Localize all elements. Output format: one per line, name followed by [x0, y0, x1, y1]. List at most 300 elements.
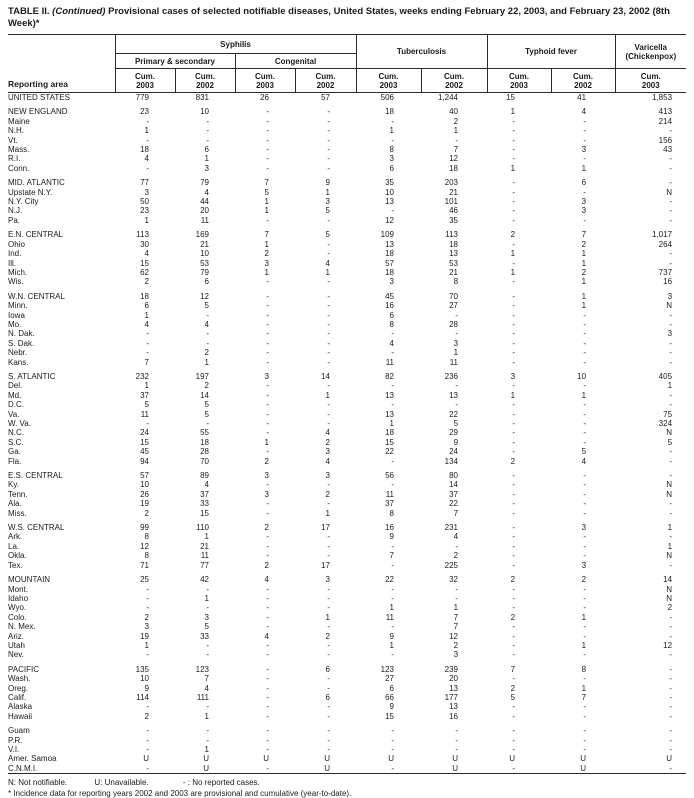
cell: 28 [200, 447, 209, 457]
cell: N [666, 593, 673, 603]
cell: - [583, 409, 587, 419]
row-label: S. ATLANTIC [8, 371, 56, 381]
cell: 324 [658, 419, 673, 428]
row-label: Ky. [8, 480, 19, 490]
cell: 9 [389, 702, 394, 712]
cell: - [669, 702, 673, 712]
cell: 14 [200, 390, 209, 400]
cell: - [669, 390, 673, 400]
cell: - [583, 508, 587, 518]
row-label: Wash. [8, 674, 31, 684]
cell: - [512, 310, 516, 320]
cell: - [206, 310, 209, 320]
cell: 11 [200, 551, 209, 561]
cell: 15 [506, 93, 516, 102]
row-label: S. Dak. [8, 338, 35, 348]
row-label: Mont. [8, 584, 29, 594]
table-row [8, 277, 686, 286]
cell: 1 [389, 126, 394, 136]
table-row [8, 292, 686, 301]
cell: 7 [204, 674, 209, 684]
cell: 24 [449, 447, 459, 457]
cell: 7 [144, 357, 149, 367]
row-label: Okla. [8, 551, 27, 561]
cell: 2 [264, 523, 269, 533]
cell: - [669, 197, 673, 207]
cell: - [266, 428, 269, 438]
cell: 12 [663, 640, 673, 650]
cell: 3 [144, 187, 149, 197]
cell: - [266, 735, 269, 745]
cell: 3 [667, 291, 673, 301]
cell: - [266, 381, 269, 391]
cell: 4 [325, 456, 330, 466]
cell: - [146, 116, 149, 126]
cell: 35 [449, 215, 459, 225]
table-row [8, 126, 686, 135]
cell: 1 [667, 523, 673, 533]
table-row [8, 348, 686, 357]
cell: 6 [389, 310, 394, 320]
cell: - [583, 471, 587, 481]
cell: 6 [204, 145, 209, 155]
cell: - [327, 135, 330, 145]
cell: 5 [144, 400, 149, 410]
cell: - [669, 664, 673, 674]
cell: 1 [581, 640, 587, 650]
footnote-legend [8, 778, 686, 789]
cell: - [327, 409, 330, 419]
cell: 57 [140, 471, 149, 481]
cell: - [266, 400, 269, 410]
cell: 18 [140, 145, 149, 155]
reporting-area-header: Reporting area [8, 35, 115, 93]
cell: - [669, 508, 673, 518]
row-label: N. Mex. [8, 622, 36, 632]
row-label: Ind. [8, 249, 22, 259]
cell: 6 [581, 178, 587, 188]
cell: 737 [658, 267, 673, 277]
row-label: Conn. [8, 163, 30, 173]
cell: - [266, 593, 269, 603]
cell: 1 [264, 197, 269, 207]
cell: 7 [453, 145, 459, 155]
cell: 1 [453, 603, 459, 613]
cell: 56 [385, 471, 394, 481]
row-label: Tex. [8, 560, 23, 570]
row-label: Miss. [8, 508, 27, 518]
cell: - [327, 291, 330, 301]
cell: 11 [385, 612, 394, 622]
row-label: NEW ENGLAND [8, 107, 68, 117]
cell: 26 [140, 489, 149, 499]
cell: - [512, 726, 516, 736]
cell: - [669, 154, 673, 164]
cell: - [669, 622, 673, 632]
cell: - [512, 763, 516, 773]
cell: - [327, 145, 330, 155]
cell: 27 [449, 301, 459, 311]
cell: - [583, 489, 587, 499]
cell: - [206, 135, 209, 145]
row-label: E.N. CENTRAL [8, 230, 64, 240]
cell: 15 [140, 258, 149, 268]
cell: - [266, 310, 269, 320]
cell: - [583, 338, 587, 348]
cell: 236 [444, 371, 459, 381]
cell: 114 [136, 692, 149, 702]
cell: 1 [389, 603, 394, 613]
cell: - [583, 674, 587, 684]
cell: 1,244 [437, 93, 459, 102]
cell: - [669, 163, 673, 173]
row-label: Ill. [8, 258, 16, 268]
cell: 4 [264, 631, 269, 641]
cell: - [455, 310, 459, 320]
cell: 4 [325, 258, 330, 268]
cum-2002-header: Cum. 2002 [175, 69, 235, 93]
cell: U [452, 763, 459, 773]
cell: - [327, 357, 330, 367]
cell: - [391, 650, 394, 660]
cell: 1 [581, 390, 587, 400]
cell: 18 [200, 437, 209, 447]
cell: - [512, 622, 516, 632]
cell: 1 [204, 532, 209, 542]
cell: - [512, 215, 516, 225]
cell: - [512, 145, 516, 155]
row-label: Pa. [8, 215, 21, 225]
cell: - [512, 381, 516, 391]
cell: - [512, 541, 516, 551]
cell: - [327, 584, 330, 594]
cell: - [583, 711, 587, 721]
cell: 2 [264, 560, 269, 570]
table-row [8, 509, 686, 518]
cell: - [327, 301, 330, 311]
cell: - [146, 650, 149, 660]
cell: 13 [449, 249, 459, 259]
cell: U [452, 754, 459, 764]
cell: - [266, 664, 269, 674]
cell: 7 [581, 230, 587, 240]
cell: - [669, 338, 673, 348]
cell: 8 [581, 664, 587, 674]
cell: - [327, 593, 330, 603]
row-label: Colo. [8, 612, 27, 622]
cell: 1 [264, 206, 269, 216]
cum-2003-header: Cum. 2003 [615, 69, 686, 93]
table-row [8, 428, 686, 437]
cell: - [669, 674, 673, 684]
cell: 80 [449, 471, 459, 481]
cell: 6 [325, 664, 330, 674]
row-label: V.I. [8, 745, 20, 754]
row-label: Wis. [8, 277, 24, 287]
table-row [8, 594, 686, 603]
row-label: Guam [8, 726, 30, 736]
table-row [8, 329, 686, 338]
cell: 29 [449, 428, 459, 438]
cell: 4 [144, 319, 149, 329]
cell: - [327, 683, 330, 693]
cell: 2 [325, 437, 330, 447]
cell: 1 [667, 381, 673, 391]
table-title-number: TABLE II. [8, 6, 50, 17]
cell: - [327, 126, 330, 136]
cell: - [391, 329, 394, 339]
table-row [8, 665, 686, 674]
cell: - [583, 116, 587, 126]
cell: - [266, 640, 269, 650]
cell: 5 [667, 437, 673, 447]
cell: U [203, 754, 209, 764]
cell: - [583, 310, 587, 320]
cell: - [512, 348, 516, 358]
cell: - [669, 650, 673, 660]
cell: - [669, 692, 673, 702]
cell: - [512, 400, 516, 410]
cell: 1 [144, 126, 149, 136]
row-label: Ga. [8, 447, 21, 457]
cell: 2 [264, 249, 269, 259]
cell: - [327, 348, 330, 358]
cell: - [206, 650, 209, 660]
table-row [8, 178, 686, 187]
row-label: Amer. Samoa [8, 754, 57, 764]
cell: - [391, 745, 394, 754]
table-row [8, 391, 686, 400]
cell: - [455, 381, 459, 391]
cell: - [512, 409, 516, 419]
cell: - [512, 471, 516, 481]
cell: 1 [144, 640, 149, 650]
cell: 15 [385, 711, 394, 721]
cell: 1 [453, 348, 459, 358]
cell: 3 [264, 489, 269, 499]
row-label: Tenn. [8, 489, 28, 499]
table-row [8, 311, 686, 320]
cell: - [206, 126, 209, 136]
cell: 2 [510, 612, 516, 622]
cell: 1 [264, 437, 269, 447]
row-label: Fla. [8, 456, 22, 466]
table-row [8, 400, 686, 409]
cell: - [391, 584, 394, 594]
table-title [8, 6, 686, 29]
cell: - [206, 702, 209, 712]
cell: 77 [200, 560, 209, 570]
cell: 1 [204, 711, 209, 721]
cell: 231 [444, 523, 459, 533]
cell: 9 [325, 178, 330, 188]
cell: - [266, 319, 269, 329]
header-row-disease-groups [8, 35, 686, 54]
cell: - [391, 541, 394, 551]
table-row [8, 684, 686, 693]
cell: 71 [140, 560, 149, 570]
cell: - [669, 348, 673, 358]
cell: 5 [204, 622, 209, 632]
cell: U [509, 754, 516, 764]
cell: - [327, 674, 330, 684]
table-row [8, 471, 686, 480]
varicella-header-line1: Varicella [634, 42, 668, 52]
cell: - [327, 735, 330, 745]
cell: 4 [204, 683, 209, 693]
cell: U [580, 754, 587, 764]
cell: - [583, 428, 587, 438]
cell: 18 [449, 239, 459, 249]
cell: 41 [577, 93, 587, 102]
cell: - [583, 329, 587, 339]
table-row [8, 381, 686, 390]
cell: - [583, 631, 587, 641]
table-row [8, 674, 686, 683]
cell: - [266, 508, 269, 518]
cell: 5 [325, 206, 330, 216]
cell: 3 [581, 197, 587, 207]
cell: 1 [389, 640, 394, 650]
cell: - [327, 711, 330, 721]
cell: 8 [453, 277, 459, 287]
cell: - [146, 603, 149, 613]
cell: 22 [385, 575, 394, 585]
cell: - [266, 145, 269, 155]
cell: 8 [144, 551, 149, 561]
cell: - [512, 357, 516, 367]
row-label: N.H. [8, 126, 24, 136]
row-label: Vt. [8, 135, 18, 145]
cell: 22 [385, 447, 394, 457]
cell: 10 [385, 187, 394, 197]
cell: - [206, 338, 209, 348]
cell: - [512, 631, 516, 641]
cell: U [203, 763, 209, 773]
cell: - [327, 400, 330, 410]
row-label: PACIFIC [8, 664, 39, 674]
cell: - [583, 319, 587, 329]
row-label: Upstate N.Y. [8, 187, 53, 197]
cell: 2 [581, 267, 587, 277]
cell: N [666, 480, 673, 490]
cell: 3 [581, 523, 587, 533]
cell: 13 [385, 409, 394, 419]
cell: 7 [453, 612, 459, 622]
table-row [8, 164, 686, 173]
cell: 2 [144, 612, 149, 622]
table-row [8, 320, 686, 329]
cell: 53 [449, 258, 459, 268]
cell: 4 [325, 428, 330, 438]
cell: 1 [510, 107, 516, 117]
table-row [8, 764, 686, 774]
cell: 12 [140, 541, 149, 551]
cell: - [146, 702, 149, 712]
cell: - [206, 116, 209, 126]
cell: 1 [325, 187, 330, 197]
cell: - [391, 763, 394, 773]
cell: 1 [667, 541, 673, 551]
cell: - [391, 456, 394, 466]
cell: - [512, 447, 516, 457]
cell: - [391, 726, 394, 736]
cell: 5 [325, 230, 330, 240]
table-row [8, 136, 686, 145]
cell: - [512, 489, 516, 499]
cell: 8 [144, 532, 149, 542]
cell: - [206, 584, 209, 594]
cell: - [266, 499, 269, 509]
table-row [8, 301, 686, 310]
cell: 99 [140, 523, 149, 533]
cell: - [669, 178, 673, 188]
cell: - [266, 763, 269, 773]
cell: 4 [581, 456, 587, 466]
cell: - [146, 745, 149, 754]
cell: 1,017 [652, 230, 673, 240]
cell: N [666, 489, 673, 499]
cell: 37 [449, 489, 459, 499]
cell: - [146, 593, 149, 603]
cell: - [391, 135, 394, 145]
row-label: Md. [8, 390, 22, 400]
table-row [8, 575, 686, 584]
row-label: MOUNTAIN [8, 575, 51, 585]
cell: 1 [325, 612, 330, 622]
cell: - [327, 215, 330, 225]
cell: 2 [510, 575, 516, 585]
cell: - [266, 650, 269, 660]
row-label: C.N.M.I. [8, 763, 38, 773]
cell: 4 [389, 338, 394, 348]
cell: 113 [136, 230, 149, 240]
cell: 9 [453, 437, 459, 447]
cell: 1 [325, 508, 330, 518]
cell: 82 [385, 371, 394, 381]
table-row [8, 632, 686, 641]
cell: 2 [204, 348, 209, 358]
cell: 16 [663, 277, 673, 287]
cell: - [512, 640, 516, 650]
table-row [8, 358, 686, 367]
cell: - [583, 551, 587, 561]
cell: - [266, 154, 269, 164]
row-label: Del. [8, 381, 23, 391]
cell: - [512, 187, 516, 197]
cell: - [327, 541, 330, 551]
row-label: R.I. [8, 154, 21, 164]
cell: 94 [140, 456, 149, 466]
cell: - [512, 735, 516, 745]
cell: 14 [663, 575, 673, 585]
cell: 3 [204, 163, 209, 173]
cell: - [266, 135, 269, 145]
cell: 12 [449, 154, 459, 164]
cell: N [666, 428, 673, 438]
cell: - [327, 702, 330, 712]
cell: 70 [200, 456, 209, 466]
cell: 79 [200, 267, 209, 277]
table-row [8, 438, 686, 447]
syphilis-group-header: Syphilis [115, 35, 356, 54]
cell: - [583, 499, 587, 509]
row-label: D.C. [8, 400, 24, 410]
cell: 779 [135, 93, 149, 102]
cell: 3 [325, 575, 330, 585]
cell: 1 [144, 310, 149, 320]
cell: 203 [444, 178, 459, 188]
